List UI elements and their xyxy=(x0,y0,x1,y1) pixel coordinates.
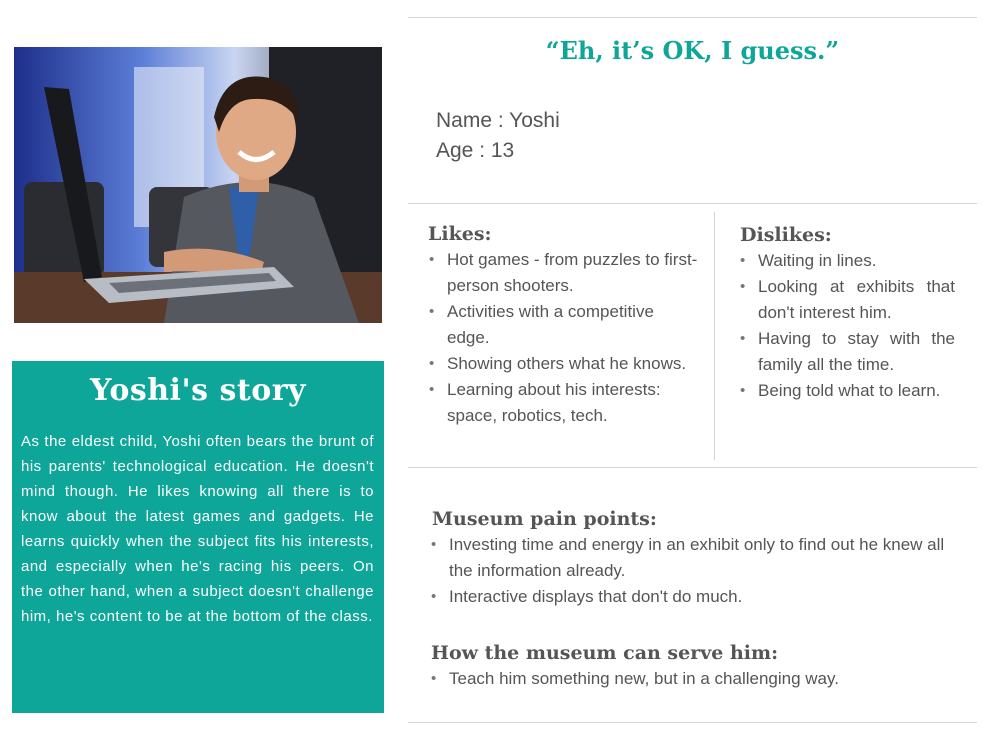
dislikes-list xyxy=(739,248,955,404)
divider-profile xyxy=(408,203,977,204)
divider-likes xyxy=(408,467,977,468)
pain-points-title: Museum pain points: xyxy=(432,508,657,530)
story-body: As the eldest child, Yoshi often bears the brunt of his parents' technological education. He doesn't mind though. He likes knowing all there is to know about the latest games and gadgets. He learns quickly when the subject fits his interests, and especially when he's racing his peers. On the other hand, when a subject doesn't challenge him, he's content to be at the bottom of the class. xyxy=(21,433,374,625)
story-panel xyxy=(12,361,384,713)
serve-list xyxy=(430,666,960,692)
persona-photo-illustration xyxy=(14,47,382,323)
pain-points-list xyxy=(430,532,960,610)
name-field: Name : Yoshi xyxy=(436,109,560,132)
list-item: • Waiting in lines. xyxy=(739,248,955,274)
list-item: • Looking at exhibits that don't interest him. xyxy=(739,274,955,326)
list-item: • Being told what to learn. xyxy=(739,378,955,404)
divider-top xyxy=(408,17,977,18)
age-field: Age : 13 xyxy=(436,139,515,162)
persona-photo xyxy=(14,47,382,323)
list-item: • Hot games - from puzzles to first-person shooters. xyxy=(428,247,698,299)
likes-list xyxy=(428,247,698,429)
dislikes-title: Dislikes: xyxy=(740,224,832,246)
list-item: • Learning about his interests: space, robotics, tech. xyxy=(428,377,698,429)
list-item: • Interactive displays that don't do much. xyxy=(430,584,960,610)
list-item: • Activities with a competitive edge. xyxy=(428,299,698,351)
serve-title: How the museum can serve him: xyxy=(431,642,779,664)
divider-bottom xyxy=(408,722,977,723)
list-item: • Showing others what he knows. xyxy=(428,351,698,377)
story-title: Yoshi's story xyxy=(90,373,306,408)
list-item: • Investing time and energy in an exhibit only to find out he knew all the information already. xyxy=(430,532,960,584)
column-divider xyxy=(714,212,715,460)
persona-quote: “Eh, it’s OK, I guess.” xyxy=(545,36,840,65)
likes-title: Likes: xyxy=(428,223,492,245)
list-item: • Having to stay with the family all the time. xyxy=(739,326,955,378)
list-item: • Teach him something new, but in a challenging way. xyxy=(430,666,960,692)
